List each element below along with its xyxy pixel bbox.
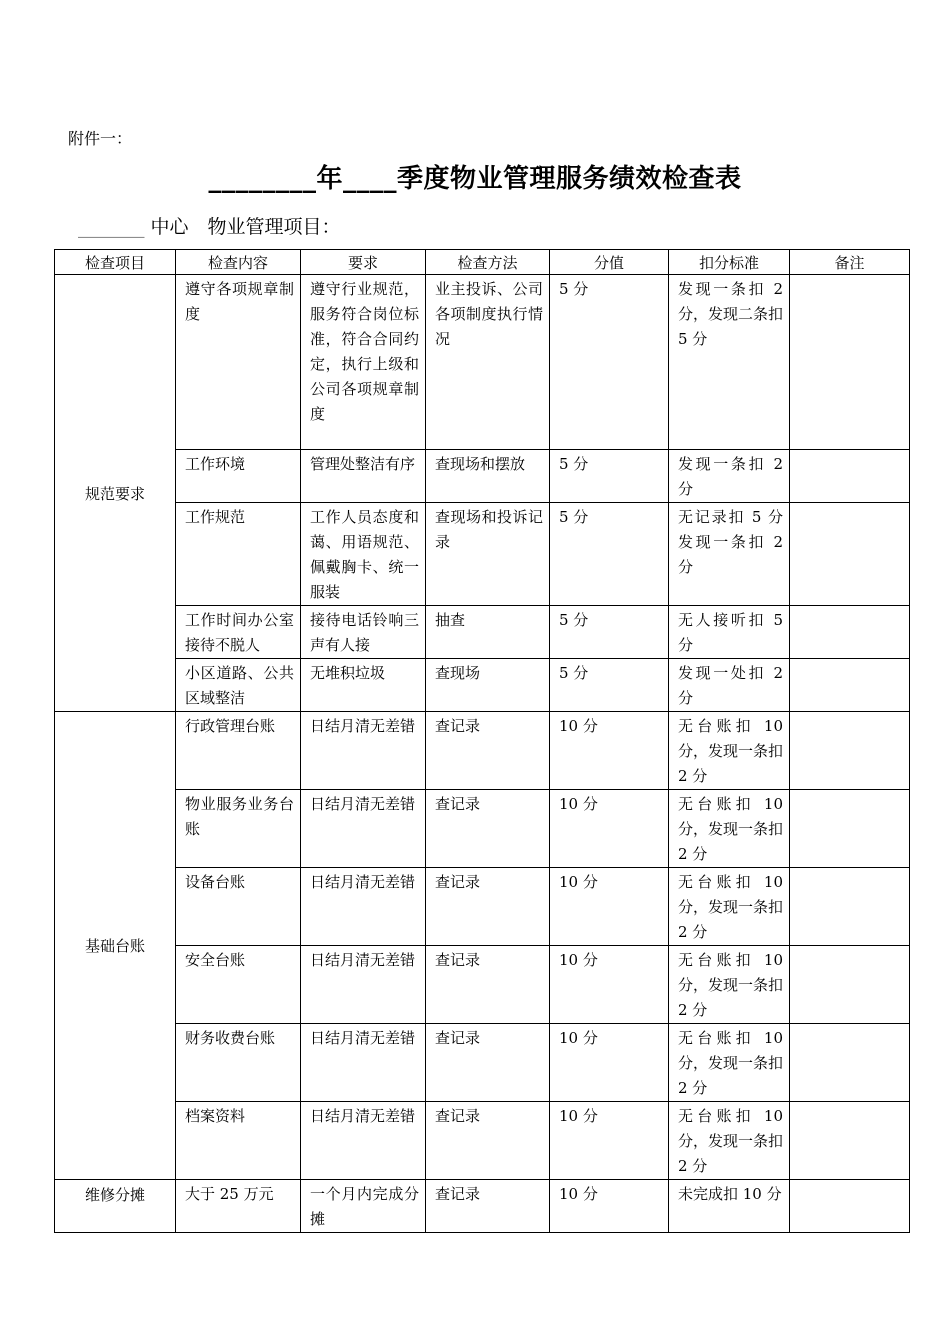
header-cell: 分值 [550, 250, 669, 275]
content-cell: 物业服务业务台账 [176, 790, 301, 868]
content-cell: 工作规范 [176, 503, 301, 606]
requirement-cell: 一个月内完成分摊 [301, 1180, 426, 1233]
score-cell: 10 分 [550, 1180, 669, 1233]
note-cell [790, 659, 910, 712]
category-cell: 基础台账 [55, 712, 176, 1180]
method-cell: 查记录 [426, 946, 550, 1024]
deduction-cell: 无台账扣 10 分，发现一条扣 2 分 [669, 1102, 790, 1180]
score-cell: 10 分 [550, 790, 669, 868]
table-row [55, 790, 910, 868]
deduction-cell: 发现一条扣 2 分 [669, 450, 790, 503]
deduction-cell: 无台账扣 10 分，发现一条扣 2 分 [669, 712, 790, 790]
method-cell: 查现场和投诉记录 [426, 503, 550, 606]
content-cell: 设备台账 [176, 868, 301, 946]
header-cell: 检查方法 [426, 250, 550, 275]
table-row [55, 1024, 910, 1102]
deduction-cell: 发现一处扣 2 分 [669, 659, 790, 712]
note-cell [790, 606, 910, 659]
table-row [55, 503, 910, 606]
header-cell: 要求 [301, 250, 426, 275]
note-cell [790, 275, 910, 450]
requirement-cell: 日结月清无差错 [301, 946, 426, 1024]
center-name-blank: _______ [78, 216, 145, 238]
content-cell: 安全台账 [176, 946, 301, 1024]
requirement-cell: 遵守行业规范，服务符合岗位标准，符合合同约定，执行上级和公司各项规章制度 [301, 275, 426, 450]
content-cell: 行政管理台账 [176, 712, 301, 790]
deduction-cell: 无台账扣 10 分，发现一条扣 2 分 [669, 868, 790, 946]
table-row [55, 659, 910, 712]
method-cell: 查现场和摆放 [426, 450, 550, 503]
score-cell: 5 分 [550, 275, 669, 450]
table-row [55, 1102, 910, 1180]
requirement-cell: 无堆积垃圾 [301, 659, 426, 712]
header-cell: 备注 [790, 250, 910, 275]
category-cell: 规范要求 [55, 275, 176, 712]
note-cell [790, 1024, 910, 1102]
score-cell: 10 分 [550, 868, 669, 946]
deduction-cell: 无记录扣 5 分发现一条扣 2 分 [669, 503, 790, 606]
note-cell [790, 946, 910, 1024]
table-row [55, 450, 910, 503]
content-cell: 档案资料 [176, 1102, 301, 1180]
score-cell: 10 分 [550, 1102, 669, 1180]
method-cell: 查记录 [426, 1180, 550, 1233]
requirement-cell: 日结月清无差错 [301, 868, 426, 946]
method-cell: 查记录 [426, 790, 550, 868]
table-row [55, 275, 910, 450]
table-header-row [55, 250, 910, 275]
table-row [55, 946, 910, 1024]
deduction-cell: 无台账扣 10 分，发现一条扣 2 分 [669, 946, 790, 1024]
requirement-cell: 工作人员态度和蔼、用语规范、佩戴胸卡、统一服装 [301, 503, 426, 606]
header-cell: 检查内容 [176, 250, 301, 275]
note-cell [790, 712, 910, 790]
table-row [55, 1180, 910, 1233]
deduction-cell: 无人接听扣 5 分 [669, 606, 790, 659]
note-cell [790, 503, 910, 606]
score-cell: 10 分 [550, 712, 669, 790]
header-cell: 扣分标准 [669, 250, 790, 275]
score-cell: 10 分 [550, 1024, 669, 1102]
note-cell [790, 868, 910, 946]
page-title: ________年____季度物业管理服务绩效检查表 [208, 164, 742, 194]
score-cell: 5 分 [550, 450, 669, 503]
method-cell: 查记录 [426, 1024, 550, 1102]
deduction-cell: 无台账扣 10 分，发现一条扣 2 分 [669, 790, 790, 868]
method-cell: 查记录 [426, 868, 550, 946]
method-cell: 查现场 [426, 659, 550, 712]
deduction-cell: 未完成扣 10 分 [669, 1180, 790, 1233]
requirement-cell: 接待电话铃响三声有人接 [301, 606, 426, 659]
requirement-cell: 日结月清无差错 [301, 790, 426, 868]
table-row [55, 606, 910, 659]
note-cell [790, 1102, 910, 1180]
method-cell: 抽查 [426, 606, 550, 659]
content-cell: 小区道路、公共区域整洁 [176, 659, 301, 712]
requirement-cell: 管理处整洁有序 [301, 450, 426, 503]
category-cell: 维修分摊 [55, 1180, 176, 1233]
score-cell: 5 分 [550, 606, 669, 659]
note-cell [790, 790, 910, 868]
deduction-cell: 发现一条扣 2 分，发现二条扣 5 分 [669, 275, 790, 450]
requirement-cell: 日结月清无差错 [301, 1024, 426, 1102]
subtitle-text: 中心 物业管理项目： [150, 216, 341, 238]
method-cell: 查记录 [426, 1102, 550, 1180]
requirement-cell: 日结月清无差错 [301, 1102, 426, 1180]
table-row [55, 868, 910, 946]
method-cell: 查记录 [426, 712, 550, 790]
content-cell: 工作环境 [176, 450, 301, 503]
score-cell: 10 分 [550, 946, 669, 1024]
note-cell [790, 450, 910, 503]
content-cell: 遵守各项规章制度 [176, 275, 301, 450]
deduction-cell: 无台账扣 10 分，发现一条扣 2 分 [669, 1024, 790, 1102]
subtitle-line [78, 212, 341, 239]
requirement-cell: 日结月清无差错 [301, 712, 426, 790]
content-cell: 财务收费台账 [176, 1024, 301, 1102]
inspection-table [54, 249, 910, 1233]
content-cell: 大于 25 万元 [176, 1180, 301, 1233]
table-row [55, 712, 910, 790]
header-cell: 检查项目 [55, 250, 176, 275]
method-cell: 业主投诉、公司各项制度执行情况 [426, 275, 550, 450]
score-cell: 5 分 [550, 503, 669, 606]
attachment-label: 附件一： [68, 129, 133, 148]
score-cell: 5 分 [550, 659, 669, 712]
note-cell [790, 1180, 910, 1233]
content-cell: 工作时间办公室接待不脱人 [176, 606, 301, 659]
